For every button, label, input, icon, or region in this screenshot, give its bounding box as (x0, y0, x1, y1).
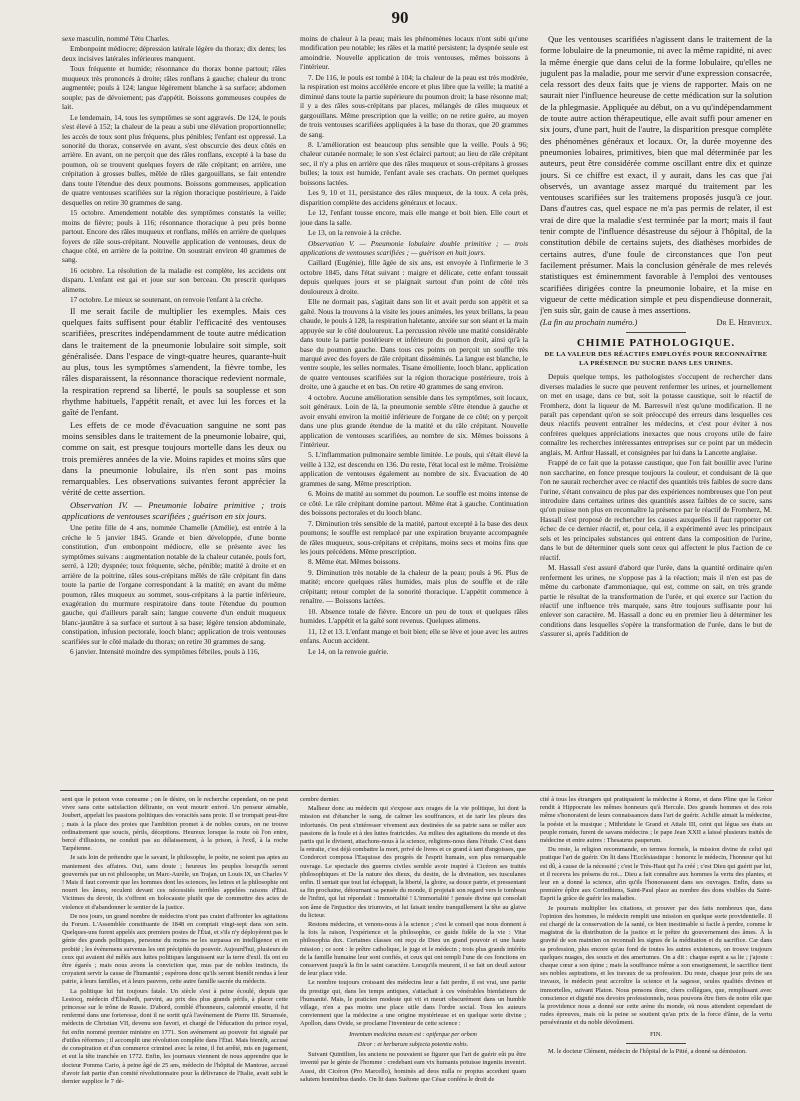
paragraph: 7. Diminution très sensible de la matité, partout excepté à la base des deux poumons; le souffle est remplacé par une expiration bruyante accompagnée de râles muqueux, sous-crépitans et crépitans, moins secs et moins fins que les jours précédens. Même prescription. (300, 518, 528, 557)
paragraph: Suivant Quintilien, les anciens ne pouvaient se figurer que l'art de guérir eût pu être inventé par le génie de l'homme : credebant eam vix humanis potuisse ingeniis inveniri. Aussi, dit Cicéron (Pro Marcello), hominès ad deos nulla re propius accedunt quam salutem hominibus dando. On lit dans Suétone que César conféra le droit de (300, 1051, 526, 1083)
continued-note: (La fin au prochain numéro.) (540, 318, 638, 328)
article-title: DE LA VALEUR DES RÉACTIFS EMPLOYÉS POUR RECONNAÎTRE LA PRÉSENCE DU SUCRE DANS LES URINES. (544, 351, 768, 367)
paragraph: Le lendemain, 14, tous les symptômes se sont aggravés. De 124, le pouls s'est élevé à 152; la chaleur de la peau a subi une élévation proportionnelle; les accès de toux sont plus fréquens, plus pénibles; l'enfant est oppressé. La sonorité du thorax, conservée en avant, s'est obscurcie des deux côtés en arrière. En avant, on ne perçoit que des râles ronflans, excepté à la base du poumon, où se trouvent quelques foyers de râle crépitant; en arrière, une crépitation à grosses bulles, mêlée de râles gargouillans, se fait entendre dans toute l'étendue des deux poumons. Boissons gommeuses, application de quatre ventouses scarifiées sur la région thoracique postérieure, à l'aide desquelles on retire 30 grammes de sang. (62, 112, 286, 207)
paragraph: Restons médecins, et venons-nous à la science ; c'est le conseil que nous donnent à la fois la raison, l'expérience et la philosophie, ce guide fidèle de la vie : Vitæ philosophia dux. Certaines classes ont reçu de Dieu un grand pouvoir et une haute mission ; ce sont : le prêtre catholique, le juge et le médecin ; trois plus grands intérêts de la famille humaine leur sont confiés, et ceux qui ont rempli l'une de ces fonctions en conservent jusqu'à la fin le saint caractère. Lorsqu'ils meurent, il se fait un deuil autour de leur place vide. (300, 921, 526, 978)
paragraph: Le 13, on la renvoie à la crèche. (308, 228, 402, 238)
paragraph: Le 14, on la renvoie guérie. (308, 646, 389, 656)
paragraph: Une petite fille de 4 ans, nommée Chamelle (Amélie), est entrée à la crèche le 5 janvier 1845. Grande et bien développée, d'une bonne constitution, d'un embonpoint médiocre, elle se présente avec les symptômes suivans : augmentation notable de la chaleur cutanée, pouls fort, serré, à 120; dyspnée; toux fréquente, sèche, pénible; matité à droite et en arrière de la poitrine, râles sous-crépitans mêlés de râle crépitant fin dans toute la partie de l'organe correspondant à la matité; en avant du même poumon, râles muqueux au sommet, sous-crépitans à la partie inférieure, exagération du murmure respiratoire dans toute l'étendue du poumon gauche, qui d'ailleurs paraît sain; langue couverte d'un enduit muqueux blanc-jaunâtre à sa surface et surtout à sa base; légère tension abdominale, constipation, infusion pectorale, looch blanc; application de trois ventouses scarifiées sur le côté malade du thorax; on retire 30 grammes de sang. (62, 523, 286, 646)
paragraph: 8. Même état. Mêmes boissons. (308, 557, 401, 567)
paragraph: Du reste, la religion recommande, en termes formels, la mission divine de celui qui pratique l'art de guérir. On lit dans l'Ecclésiastique : honorez le médecin, l'honneur qui lui est dû, à cause de la nécessité ; c'est le Très-Haut qui l'a créé ; c'est Dieu qui guérit par lui, et il recevra les présens du roi... Dieu a fait connaître aux hommes la vertu des plantes, et leur en a donné la science, afin qu'ils l'honorassent dans ses ouvrages. Enfin, dans sa première épître aux Corinthiens, Saint-Paul place au nombre des dons visibles du Saint-Esprit la grâce de guérir les maladies. (540, 846, 772, 903)
paragraph: sent que le poison vous consume ; on le désire, on le recherche cependant, on ne peut vivre sans cette satisfaction délirante, on veut mourir enivré. Un penseur aimable, Joubert, appelait les passions politiques des voracités sans proie. Il se trompait peut-être ; mais à la place des proies que l'ambition promet à de nobles cœurs, on ne trouve ordinairement que soucis, périls, déceptions. Heureux lorsque la route où l'on entre, bercé d'illusions, ne conduit pas au délaissement, à la prison, à l'exil, à la roche Tarpéienne. (62, 796, 288, 853)
latin-quote-line: Inventum medicina meum est : opiferque per orbem (349, 1030, 477, 1038)
bottom-column-2 (300, 796, 526, 1088)
paragraph: 10. Absence totale de fièvre. Encore un peu de toux et quelques râles humides. L'appétit et la gaîté sont revenus. Quelques alimens. (300, 606, 528, 626)
column-3 (540, 34, 772, 786)
paragraph: moins de chaleur à la peau; mais les phénomènes locaux n'ont subi qu'une modification peu notable; les râles et la matité persistent; la dyspnée seule est amoindrie. Nouvelle application de trois ventouses, mêmes boissons à l'intérieur. (300, 34, 528, 72)
paragraph: cité à tous les étrangers qui pratiquaient la médecine à Rome, et dans Pline que la Grèce rendit à Hippocrate les mêmes honneurs qu'à Hercule. Des grands hommes et des rois même s'honoraient de leurs connaissances dans l'art de guérir. Achille aimait la médecine, la poésie et la musique ; Mithridate le Grand et Attale III, ceint qui légua ses états au peuple romain, furent de savans médecins ; le pape Jean XXII a laissé plusieurs traités de médecine et entre autres : Thesaurus pauperum. (540, 796, 772, 845)
paragraph: Il me serait facile de multiplier les exemples. Mais ces quelques faits suffisent pour établir l'efficacité des ventouses scarifiées, prescrites indépendamment de toute autre médication dans le traitement de la pneumonie lobulaire soit simple, soit généralisée. Dans l'espace de vingt-quatre heures, quarante-huit au plus, tous les symptômes s'amendent, la fièvre tombe, les râles disparaissent, la résonnance thoracique redevient normale, la respiration reprend sa liberté, le pouls sa souplesse et son rhythme habituels, l'appétit renaît, et avec lui les forces et la gaîté de l'enfant. (62, 305, 286, 418)
paragraph: Les effets de ce mode d'évacuation sanguine ne sont pas moins sensibles dans le traitement de la pneumonie lobaire, qui, comme on sait, est presque toujours mortelle dans les deux ou trois premières années de la vie. Moins rapides et moins sûrs que dans la pneumonie lobulaire, ils n'en sont pas moins remarquables. Les observations suivantes feront apprécier la vérité de cette assertion. (62, 419, 286, 498)
paragraph: 5. L'inflammation pulmonaire semble limitée. Le pouls, qui s'était élevé la veille à 132, est descendu en 136. Du reste, l'état local est le même. Troisième application de ventouses également au nombre de six. Évacuation de 40 grammes de sang. Même prescription. (300, 450, 528, 488)
paragraph: De nos jours, un grand nombre de médecins n'ont pas craint d'affronter les agitations du Forum. L'Assemblée constituante de 1848 en comptait vingt-sept dans son sein. Quelques-uns furent appelés aux premiers postes de l'État, et s'ils n'y déployèrent pas le génie des grands politiques, personne du moins ne les surpassa en intelligence et en probité ; les événemens survenus les ont précipités du pouvoir. Aujourd'hui, plusieurs de ceux qui avaient été mêlés aux luttes politiques languissent sur la terre d'exil. Ils ont eu être égarés ; mais nous avons la conviction que, mus par de nobles instincts, ils croyaient servir la cause de l'humanité ; espérons donc qu'ils seront bientôt rendus à leur patrie, à leurs familles, et à leurs pauvres, cette autre famille sacrée du médecin. (62, 912, 288, 986)
divider (626, 332, 686, 333)
column-1 (62, 34, 286, 786)
paragraph: 11, 12 et 13. L'enfant mange et boit bien; elle se lève et joue avec les autres enfans. Aucun accident. (300, 626, 528, 646)
closing-note: M. le docteur Clément, médecin de l'hôpital de la Pitié, a donné sa démission. (548, 1047, 747, 1055)
paragraph: 9. Diminution très notable de la chaleur de la peau; pouls à 96. Plus de matité; encore quelques râles humides, mais plus de souffle et de râle crépitant; retour complet de la sonorité thoracique. L'appétit commence à renaître. — Boissons lactées. (300, 567, 528, 606)
paragraph: M. Hassall s'est assuré d'abord que l'urée, dans la quantité ordinaire qu'en renferment les urines, ne s'oppose pas à la réaction; mais il n'en est pas de même du carbonate d'ammoniaque, qui est, comme on sait, en très grande partie le résultat de la transformation de l'urée, et qui exerce sur l'action du réactif une influence très marquée, sans être toujours suffisante pour lui enlever son caractère. M. Hassall a donc eu en premier lieu à déterminer les conditions dans lesquelles s'opère la transformation de l'urée, dans le but de s'assurer si, après l'addition de (540, 563, 772, 639)
author-signature: Dr E. Hervieux. (716, 318, 772, 328)
paragraph: sexe masculin, nommé Tétu Charles. (62, 34, 170, 43)
paragraph: 6 janvier. Intensité moindre des symptômes fébriles, pouls à 116, (70, 647, 260, 657)
paragraph: 16 octobre. La résolution de la maladie est complète, les accidens ont disparu. L'enfant est gai et joue sur son berceau. On prescrit quelques alimens. (62, 265, 286, 294)
paragraph: 17 octobre. Le mieux se soutenant, on renvoie l'enfant à la crèche. (70, 295, 263, 305)
paragraph: La politique lui fut toujours fatale. Un siècle s'est à peine écoulé, depuis que Lestocq, médecin d'Élisabeth, parvint, au prix des plus grands périls, à placer cette princesse sur le trône de Russie. D'abord, comblé d'honneurs, calomnié ensuite, il fut renfermé dans une forteresse, dont il ne sortit qu'à l'avénement de Pierre III. Struensée, médecin de Christian VII, devenu son favori, et chargé de l'éducation du prince royal, fut enfin nommé premier ministre en 1771. Son avénement au pouvoir fut signalé par d'utiles réformes ; il accomplit une révolution complète dans l'État. Mais bientôt, accusé de conspiration et d'un commerce criminel avec la reine, il fut arrêté, mis en jugement, et eut la tête tranchée en 1772. Enfin, les journaux viennent de nous apprendre que le docteur Pomma Cario, à peine âgé de 25 ans, médecin de l'hôpital de Mantoue, accusé d'avoir fait partie d'un comité révolutionnaire pour la délivrance de l'Italie, avait subi le dernier supplice le 7 dé- (62, 987, 288, 1085)
section-divider (60, 790, 774, 791)
observation-heading: Observation V. — Pneumonie lobulaire double primitive ; — trois applications de ventouses scarifiées ; — guérison en huit jours. (300, 238, 528, 257)
latin-quote-line: Dicor : et herbarum subjecta potentia nobis. (357, 1040, 469, 1048)
paragraph: Je pourrais multiplier les citations, et prouver par des faits nombreux que, dans l'opinion des hommes, le médecin remplit une mission en quelque sorte providentielle. Il est chargé de la conservation de la santé, ce bien inestimable si facile à perdre, comme le magistrat de la distribution de la justice et le prêtre du gouvernement des âmes. À la gravité de son maintien on reconnaît les signes de la méditation et du sacrifice. Car dans sa profession, plus encore qu'au fond de toutes les autres existences, on trouve toujours quelques nuages, des soucis et des amertumes. On a dit : chaque esprit a sa lie ; j'ajoute : chaque cœur a son épine ; mais la souffrance même a son enseignement, le sacrifice tient ses nobles aspirations, et les travaux de sa profession. Du reste, chaque jour près de ses travaux, le médecin peut accroître la science et la sagesse, seules qualités divines et immortelles, suivant Platon. Nous pensons donc, chers collègues, que, remplissant avec conscience et dignité nos devoirs professionnels, nous pouvons être fiers de notre rôle que la providence nous a donné sur cette arène du monde, où nous attendent cependant de rudes épreuves, mais où la peine se soutient qu'au prix de la force d'âme, de la vertu persévérante et du noble dévoûment. (540, 904, 772, 1027)
paragraph: Le nombre toujours croissant des médecins leur a fait perdre, il est vrai, une partie du prestige qui, dans les temps antiques, s'attachait à ces vénérables bienfaiteurs de l'humanité. Mais, le praticien modeste qui vit et meurt obscurément dans un humble village, n'en a pas moins une place utile dans l'ordre social. Tous les auteurs conviennent que la médecine a une origine mystérieuse et en quelque sorte divine ; Apollon, dans Ovide, se proclame l'inventeur de cette science : (300, 979, 526, 1028)
end-marker: FIN. (649, 1030, 663, 1038)
paragraph: Que les ventouses scarifiées n'agissent dans le traitement de la forme lobulaire de la pneumonie, ni avec la même rapidité, ni avec la même énergie que dans celui de la forme lobulaire, qu'elles ne jugulent pas la maladie, pour me servir d'une expression consacrée, cela ressort des deux faits que je viens de rapporter. Mais on ne saurait nier l'influence heureuse de cette médication sur la solution de la phlegmasie. Appliquée au début, on a vu qu'indépendamment de toute autre action thérapeutique, elle avait suffi pour amener en six jours, d'une part, huit de l'autre, la disparition presque complète des phénomènes généraux et locaux. Or, la durée moyenne des pneumonies lobaires, primitives, bien que mal déterminée par les auteurs, peut être considérée comme oscillant entre dix et quinze jours. Si ce chiffre est exact, il y aurait, dans les cas que j'ai observés, un avantage assez marqué du traitement par les ventouses scarifiées sur les traitemens proposés jusqu'à ce jour. Dans d'autres cas, quel espace ne m'a pas permis de relater, il est vrai de dire que la maladie s'est terminée par la mort; mais il faut tenir compte de l'influence désastreuse du séjour à l'hôpital, de la constitution débile de certains sujets, des diathèses morbides de certains autres, d'une foule de circonstances que l'on peut facilement présumer. Mais la conclusion générale de mes relevés statistiques est éminemment favorable à l'emploi des ventouses scarifiées dirigées contre la pneumonie lobaire, et la mise en vigueur de cette médication simple et peu dispendieuse donnerait, j'en suis sûr, gain de cause à mes assertions. (540, 34, 772, 316)
paragraph: 15 octobre. Amendement notable des symptômes constatés la veille; moins de fièvre; pouls à 116; résonnance thoracique à peu près bonne partout. Encore des râles muqueux et ronflans, mêlés en arrière de quelques foyers de râle sous-crépitant. Nouvelle application de ventouses, deux de chaque côté, en arrière de la poitrine. On soustrait environ 40 grammes de sang. (62, 208, 286, 265)
paragraph: Les 9, 10 et 11, persistance des râles muqueux, de la toux. A cela près, disparition complète des accidens généraux et locaux. (300, 188, 528, 207)
paragraph: 7. De 116, le pouls est tombé à 104; la chaleur de la peau est très modérée, la respiration est moins accélérée encore et plus libre que la veille; la matité a diminué dans toute la partie supérieure du poumon droit; la base résonne mal; il y a des râles sous-crépitans par places, mélangés de râles muqueux et gargouillans. Même prescription que la veille; on ne retire guère, au moyen de trois ventouses scarifiées appliquées à la base du thorax, que 20 grammes de sang. (300, 72, 528, 139)
paragraph: Malheur donc au médecin qui s'expose aux orages de la vie politique, lui dont la mission est d'étancher le sang, de calmer les souffrances, et de tarir les pleurs des infortunés. On peut s'intéresser vivement aux destinées de sa patrie sans se mêler aux passions de la foule et à des luttes fratricides. Au milieu des agitations du monde et des partis qui le divisent, attachons-nous à la science, religions-nous dans l'étude. C'est dans la retraite, c'est déjà combattre la mort, privé de livres et ce grand à tant d'angoisses, que Condorcet composa l'Esquisse des progrès de l'esprit humain, son plus remarquable ouvrage. Le spectacle des guerres civiles semble avoir inspiré à Cicéron ses traités philosophiques et De la nature des dieux, du destin, de la divination, ses tusculanes enfin. Il sentait que tout lui échappait, la liberté, la gloire, sa douce patrie, et pressentant sa fin prochaine, détournant sa pensée du monde, il projetait son regard vers le tombeau de l'infini, qui lui répondait : Immortalité ! L'immortalité ! pensée divine qui consolait son âme de l'injustice des triumvirs, et lui faisait tendre tranquillement la tête au glaive du licteur. (300, 805, 526, 919)
bottom-column-3 (540, 796, 772, 1088)
section-title: CHIMIE PATHOLOGIQUE. (576, 336, 736, 349)
column-2 (300, 34, 528, 786)
observation-heading: Observation IV. — Pneumonie lobaire primitive ; trois applications de ventouses scarifiées ; guérison en six jours. (62, 499, 286, 522)
paragraph: Caillard (Eugénie), fille âgée de six ans, est envoyée à l'infirmerie le 3 octobre 1845, dans l'état suivant : maigre et délicate, cette enfant toussait depuis quelques jours et se plaignait surtout d'un point de côté très douloureux à droite. (300, 258, 528, 296)
bottom-column-1 (62, 796, 288, 1088)
paragraph: 8. L'amélioration est beaucoup plus sensible que la veille. Pouls à 96; chaleur cutanée normale; le son s'est éclairci partout; au lieu de râle crépitant sec, il n'y a plus en arrière que des râles muqueux et sous-crépitans à grosses bulles; la toux est humide, l'enfant avale ses crachats. On permet quelques boissons lactées. (300, 139, 528, 187)
divider (626, 1043, 686, 1044)
paragraph: Je sais loin de prétendre que le savant, le philosophe, le poète, ne soient pas aptes au maniement des affaires. Oui, sans doute ; heureux les peuples lorsqu'ils seront gouvernés par un roi philosophe, un Marc-Aurèle, un Trajan, un Louis IX, un Charles V ! Mais il faut convenir que les hommes dont les sciences, les lettres et la philosophie ont nourri les âmes, reculent devant ces nécessités terribles appelées raisons d'État. Victimes du devoir, ils s'offrent en holocauste plutôt que de commettre des actes de violence et d'abandonner le sentier de la justice. (62, 854, 288, 911)
page-number: 90 (391, 8, 409, 27)
signature-line (540, 318, 772, 327)
paragraph: Elle ne dormait pas, s'agitait dans son lit et avait perdu son appétit et sa gaîté. Nous la trouvons à la visite les joues animées, les yeux brillans, la peau chaude, le pouls à 128, la respiration haletante, anxiée sur son séant et la main appuyée sur le côté douloureux. La percussion révèle une matité considérable dans toute la partie postérieure et inférieure du poumon droit, ainsi qu'à la base du poumon gauche. Dans tous ces points on perçoit un souffle très marqué avec des foyers de râle crépitant disséminés. La langue est blanche, le ventre souple, les selles normales. Tisane émolliente, looch blanc, application de quatre ventouses scarifiées sur la région thoracique postérieure, trois à droite, une à gauche et en bas. On retire 40 grammes de sang environ. (300, 297, 528, 392)
paragraph: Le 12, l'enfant tousse encore, mais elle mange et boit bien. Elle court et joue dans la salle. (300, 208, 528, 227)
paragraph: Depuis quelque temps, les pathologistes s'occupent de rechercher dans diverses maladies le sucre que peuvent renfermer les urines, et journellement on met en usage, dans ce but, soit la potasse caustique, soit le réactif de Fromherz, dont la liqueur de M. Barreswil n'est qu'une modification. Il ne paraît pas cependant qu'on se soit préoccupé des erreurs dans lesquelles ces deux réactifs peuvent entraîner les médecins, et c'est pour éviter à nos confrères quelques appréciations inexactes que nous croyons utile de faire connaître les recherches intéressantes entreprises sur ce point par un médecin anglais, M. Arthur Hassall, et consignées par lui dans la Lancette anglaise. (540, 372, 772, 457)
paragraph: 6. Moins de matité au sommet du poumon. Le souffle est moins intense de ce côté. Le râle crépitant domine partout. Même état à gauche. Continuation des boissons pectorales et du looch blanc. (300, 489, 528, 518)
paragraph: Toux fréquente et humide; résonnance du thorax bonne partout; râles muqueux très prononcés à droite; râles ronflans à gauche; chaleur du tronc augmentée; pouls à 124; langue légèrement blanche à sa surface; abdomen souple; pas de dévoiement; pas d'appétit. Boissons gommeuses coupées de lait. (62, 64, 286, 112)
paragraph: 4 octobre. Aucune amélioration sensible dans les symptômes, soit locaux, soit généraux. Loin de là, la pneumonie semble s'être étendue à gauche et avoir envahi environ la moitié inférieure de l'organe de ce côté; on y perçoit dans une plus grande étendue de la matité et du râle crépitant. Nouvelle application de ventouses scarifiées, au nombre de six. Mêmes boissons à l'intérieur. (300, 392, 528, 450)
paragraph: cembre dernier. (300, 796, 340, 803)
paragraph: Embonpoint médiocre; dépression latérale légère du thorax; dix dents; les deux incisives latérales inférieures manquent. (62, 44, 286, 63)
paragraph: Frappé de ce fait que la potasse caustique, que l'on fait bouillir avec l'urine non saccharine, en fonce presque toujours la couleur, et conduisant de là que l'on ne saurait rechercher avec ce réactif des quantités très faibles de sucre dans l'urine, s'étant convaincu de plus par des expériences nombreuses que l'on peut introduire dans certaines urines des quantités assez faibles de ce sucre, sans qu'on puisse non plus en reconnaître la présence par le réactif de Fromherz, M. Hassall s'est proposé de rechercher les causes auxquelles il faut rapporter cet échec de ce dernier réactif, et, pour cela, il a expérimenté avec les principaux sels et les principales substances qui entrent dans la composition de l'urine, dans le but de déterminer quels sont ceux qui affectent le plus l'action de ce réactif. (540, 458, 772, 562)
